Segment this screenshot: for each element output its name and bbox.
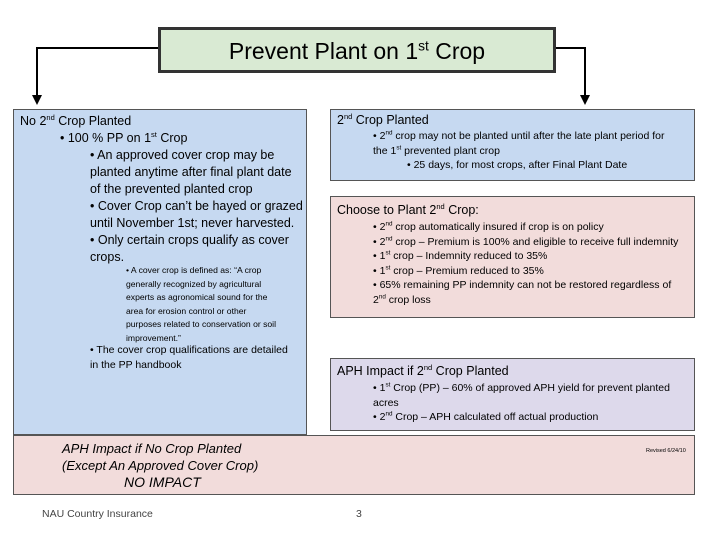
- footer-company: NAU Country Insurance: [42, 508, 153, 520]
- second-crop-planted-heading: 2nd Crop Planted: [337, 111, 429, 127]
- cover-crop-bullets: • An approved cover crop may be planted anytime after final plant date of the prevented planted crop • Cover Crop can’t be hayed or grazed until November 1st; never harvested. • Only certain crops qualify as cover crops.: [90, 148, 303, 264]
- choose-second-crop-heading: Choose to Plant 2nd Crop:: [337, 201, 479, 217]
- revised-date: Revised 6/24/10: [646, 448, 686, 454]
- no-second-crop-heading: No 2nd Crop Planted: [20, 112, 132, 128]
- page-number: 3: [356, 508, 362, 520]
- no-crop-aph-box: [13, 435, 695, 495]
- second-crop-planted-box: [330, 109, 695, 181]
- no-second-crop-box: [13, 109, 307, 435]
- handbook-note: • The cover crop qualifications are detailed in the PP handbook: [90, 344, 288, 371]
- left-arrow: [37, 48, 158, 100]
- no-impact-label: NO IMPACT: [124, 474, 201, 490]
- choose-second-crop-box: [330, 196, 695, 318]
- right-arrow: [556, 48, 585, 100]
- choose-second-crop-bullets: • 2nd crop automatically insured if crop is on policy • 2nd crop – Premium is 100% and eligible to receive full indemnity • 1st crop – Indemnity reduced to 35% • 1st crop – Premium reduced to 35% • 65% remaining PP indemnity can not be restored regardless of 2nd crop loss: [373, 220, 679, 306]
- aph-second-crop-bullets: • 1st Crop (PP) – 60% of approved APH yield for prevent planted acres • 2nd Crop – APH calculated off actual production: [373, 381, 670, 423]
- cover-crop-exception: (Except An Approved Cover Crop): [62, 458, 259, 473]
- page-title: Prevent Plant on 1st Crop: [228, 38, 486, 64]
- aph-second-crop-box: [330, 358, 695, 431]
- cover-crop-definition: • A cover crop is defined as: “A crop generally recognized by agricultural experts as agronomical sound for the area for erosion control or other purposes related to conservation or soil improvement.”: [126, 265, 276, 343]
- aph-second-crop-heading: APH Impact if 2nd Crop Planted: [337, 362, 509, 378]
- title-box: [158, 27, 556, 73]
- full-pp-bullet: • 100 % PP on 1st Crop: [60, 129, 188, 145]
- late-plant-text: • 2nd crop may not be planted until after the late plant period for the 1st prevented plant crop • 25 days, for most crops, after Final Plant Date: [373, 129, 665, 171]
- no-crop-aph-heading: APH Impact if No Crop Planted: [62, 441, 242, 456]
